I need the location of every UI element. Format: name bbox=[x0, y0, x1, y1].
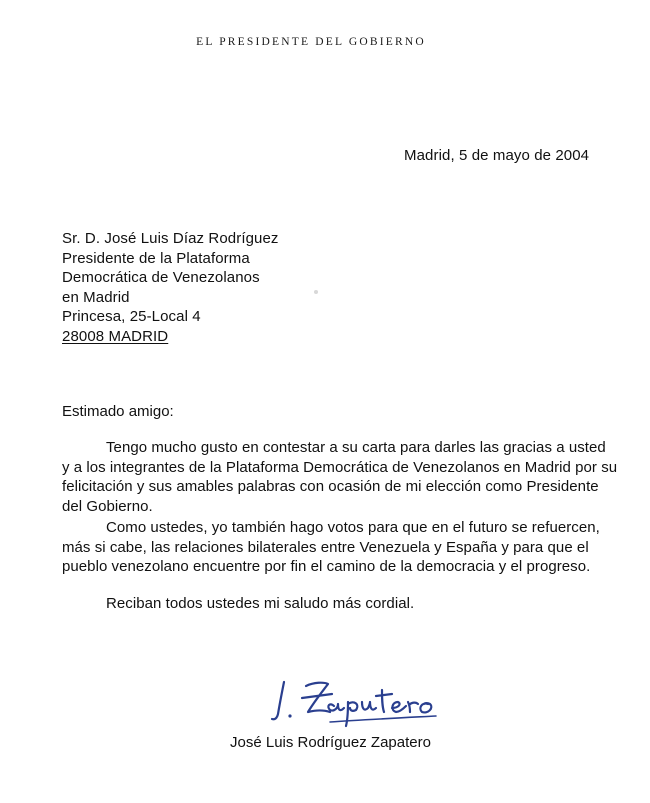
paragraph-line: Como ustedes, yo también hago votos para que en el futuro se refuercen, bbox=[106, 519, 600, 536]
paragraph-line: felicitación y sus amables palabras con ocasión de mi elección como Presidente bbox=[62, 478, 599, 496]
paper-speck bbox=[314, 290, 318, 294]
handwritten-signature bbox=[268, 672, 448, 728]
letterhead: EL PRESIDENTE DEL GOBIERNO bbox=[196, 36, 426, 48]
signature-strokes bbox=[272, 682, 436, 726]
paragraph-line: Reciban todos ustedes mi saludo más cordial. bbox=[106, 595, 415, 612]
signer-name: José Luis Rodríguez Zapatero bbox=[230, 734, 431, 751]
paragraph-line: Tengo mucho gusto en contestar a su carta para darles las gracias a usted bbox=[106, 439, 606, 456]
body-paragraph-2 bbox=[62, 518, 622, 577]
recipient-line: Presidente de la Plataforma bbox=[62, 249, 250, 267]
recipient-line: Democrática de Venezolanos bbox=[62, 269, 260, 287]
salutation: Estimado amigo: bbox=[62, 403, 174, 420]
body-paragraph-3 bbox=[62, 594, 622, 614]
letter-date: Madrid, 5 de mayo de 2004 bbox=[404, 147, 590, 164]
paragraph-line: del Gobierno. bbox=[62, 497, 153, 515]
paragraph-line: y a los integrantes de la Plataforma Democrática de Venezolanos en Madrid por su bbox=[62, 458, 618, 476]
recipient-address bbox=[62, 229, 279, 347]
paragraph-line: pueblo venezolano encuentre por fin el camino de la democracia y el progreso. bbox=[62, 558, 591, 576]
recipient-line: en Madrid bbox=[62, 288, 130, 306]
recipient-postal-line: 28008 MADRID bbox=[62, 327, 169, 345]
body-paragraph-1 bbox=[62, 438, 622, 516]
recipient-line: Princesa, 25-Local 4 bbox=[62, 308, 201, 326]
recipient-line: Sr. D. José Luis Díaz Rodríguez bbox=[62, 230, 279, 247]
paragraph-line: más si cabe, las relaciones bilaterales entre Venezuela y España y para que el bbox=[62, 538, 589, 556]
